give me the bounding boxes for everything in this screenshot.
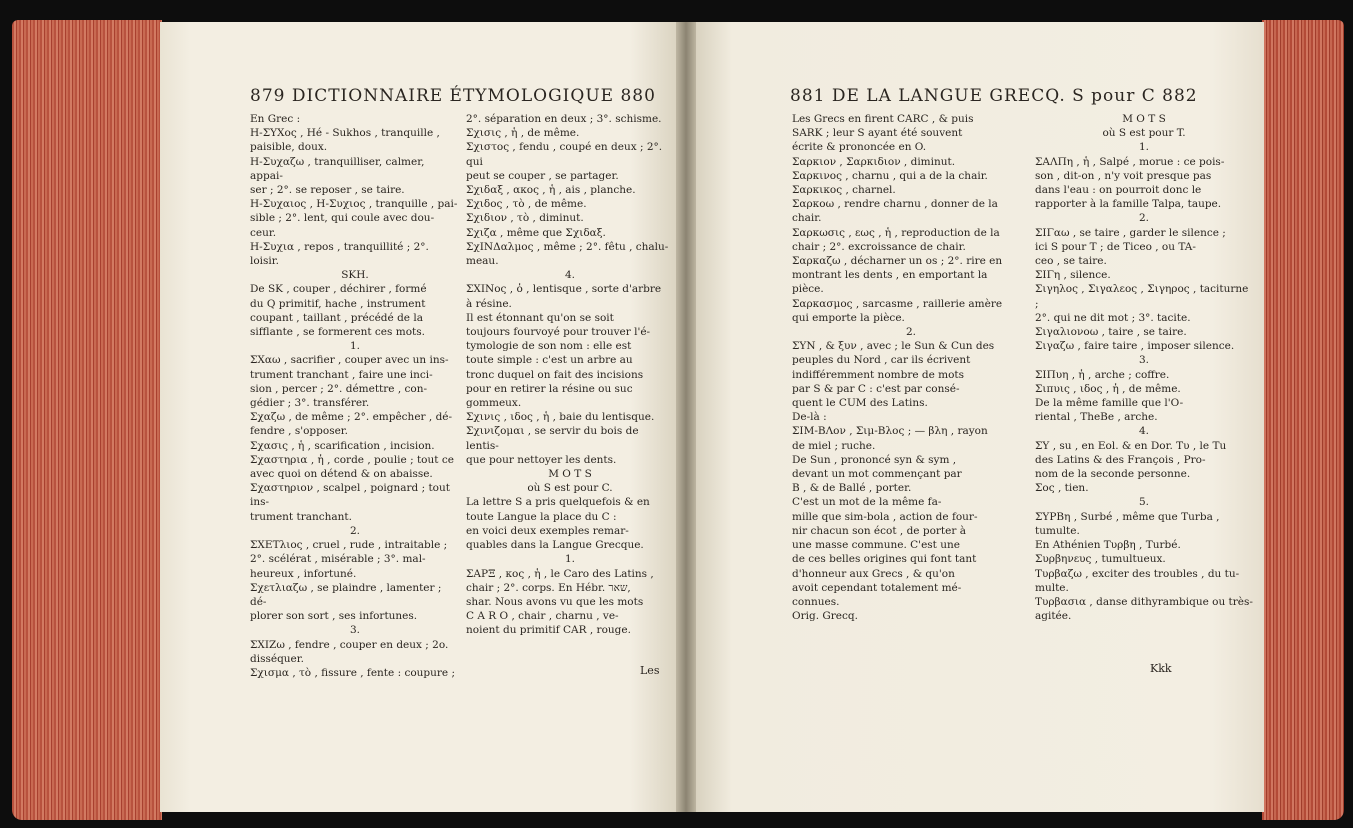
text-line: indifféremment nombre de mots [792, 368, 965, 381]
text-line: montrant les dents , en emportant la [792, 269, 988, 282]
text-line: multe. [1035, 581, 1069, 594]
text-line: tymologie de son nom : elle est [466, 340, 632, 353]
text-line: M O T S [1122, 113, 1166, 125]
text-line: 1. [1138, 141, 1150, 154]
text-line: du Q primitif, hache , instrument [250, 297, 426, 310]
text-line: gédier ; 3°. transférer. [250, 397, 370, 410]
left-catchword: Les [640, 664, 660, 677]
text-line: ΣΥΡΒη , Surbé , même que Turba , [1035, 510, 1220, 523]
text-line: Σχιδιον , τὸ , diminut. [466, 212, 584, 225]
text-line: qui emporte la pièce. [792, 311, 905, 324]
text-line: écrite & prononcée en O. [792, 141, 927, 154]
text-line: ΣΙΜ-ΒΛον , Σιμ-Βλος ; — βλη , rayon [792, 425, 988, 438]
right-page-header: 881 DE LA LANGUE GRECQ. S pour C 882 [790, 86, 1198, 106]
text-line: shar. Nous avons vu que les mots [466, 595, 644, 608]
text-line: où S est pour T. [1102, 127, 1186, 140]
text-line: ΣΥΝ , & ξυν , avec ; le Sun & Cun des [792, 340, 995, 353]
text-line: Σχινις , ιδος , ἡ , baie du lentisque. [466, 411, 655, 424]
text-line: ceur. [250, 226, 277, 239]
text-line: En Grec : [250, 113, 301, 125]
text-line: ΣΧαω , sacrifier , couper avec un ins- [250, 354, 449, 367]
text-line: sion , percer ; 2°. démettre , con- [250, 382, 428, 395]
text-line: de miel ; ruche. [792, 439, 876, 452]
left-column-1 [250, 112, 460, 680]
text-line: Σχιζα , même que Σχιδαξ. [466, 226, 606, 239]
left-column-2 [466, 112, 674, 638]
text-line: Σχιδος , τὸ , de même. [466, 198, 587, 211]
text-line: C A R O , chair , charnu , ve- [466, 610, 619, 623]
text-line: nom de la seconde personne. [1035, 468, 1191, 481]
text-line: C'est un mot de la même fa- [792, 496, 942, 509]
text-line: Σχισις , ἡ , de même. [466, 127, 580, 140]
text-line: Σιγηλος , Σιγαλεος , Σιγηρος , taciturne ; [1035, 283, 1249, 310]
text-line: paisible, doux. [250, 141, 328, 154]
text-line: sible ; 2°. lent, qui coule avec dou- [250, 212, 435, 225]
text-line: Les Grecs en firent CARC , & puis [792, 113, 974, 125]
text-line: 1. [564, 553, 576, 566]
text-line: 2. [905, 326, 917, 339]
text-line: de ces belles origines qui font tant [792, 553, 977, 566]
text-line: Σχιδαξ , ακος , ἡ , ais , planche. [466, 184, 636, 197]
text-line: son , dit-on , n'y voit presque pas [1035, 169, 1212, 182]
text-line: H-Συχια , repos , tranquillité ; 2°. loisir. [250, 240, 429, 268]
text-line: Σχαστηριον , scalpel , poignard ; tout ins- [250, 482, 450, 509]
text-line: gommeux. [466, 397, 522, 410]
text-line: heureux , infortuné. [250, 567, 357, 580]
text-line: Σαρκικος , charnel. [792, 184, 896, 197]
text-line: H-ΣΥΧος , Hé - Sukhos , tranquille , [250, 127, 440, 140]
text-line: H-Συχαζω , tranquilliser, calmer, appai- [250, 155, 425, 182]
text-line: disséquer. [250, 652, 304, 665]
text-line: ΣΧΙΖω , fendre , couper en deux ; 2o. [250, 638, 449, 651]
right-column-1 [792, 112, 1030, 623]
text-line: De-là : [792, 411, 827, 424]
text-line: M O T S [548, 468, 592, 481]
text-line: des Latins & des François , Pro- [1035, 453, 1206, 466]
right-column-2 [1035, 112, 1253, 623]
text-line: SKH. [341, 269, 369, 282]
text-line: pour en retirer la résine ou suc [466, 382, 633, 395]
text-line: La lettre S a pris quelquefois & en [466, 496, 650, 509]
text-line: en voici deux exemples remar- [466, 524, 629, 537]
text-line: 3. [1138, 354, 1150, 367]
text-line: 2. [349, 524, 361, 537]
text-line: Σιγαζω , faire taire , imposer silence. [1035, 340, 1235, 353]
text-line: De la même famille que l'O- [1035, 397, 1184, 410]
text-line: Σχασις , ἡ , scarification , incision. [250, 439, 435, 452]
text-line: Σιπυις , ιδος , ἡ , de même. [1035, 382, 1181, 395]
page-edges-right [1262, 20, 1344, 820]
text-line: ici S pour T ; de Ticeo , ou TA- [1035, 240, 1196, 253]
text-line: agitée. [1035, 610, 1072, 623]
text-line: toute simple : c'est un arbre au [466, 354, 633, 367]
text-line: Σχινιζομαι , se servir du bois de lentis- [466, 425, 639, 452]
page-edges-left [12, 20, 162, 820]
text-line: Σχετλιαζω , se plaindre , lamenter ; dé- [250, 581, 442, 608]
text-line: Συρβηνευς , tumultueux. [1035, 553, 1166, 566]
text-line: Σχαστηρια , ἡ , corde , poulie ; tout ce [250, 453, 454, 466]
text-line: que pour nettoyer les dents. [466, 453, 617, 466]
text-line: noient du primitif CAR , rouge. [466, 624, 631, 637]
text-line: Σχιστος , fendu , coupé en deux ; 2°. qui [466, 141, 663, 168]
text-line: trument tranchant , faire une inci- [250, 368, 433, 381]
text-line: Σχαζω , de même ; 2°. empêcher , dé- [250, 411, 453, 424]
text-line: chair. [792, 212, 822, 225]
text-line: De SK , couper , déchirer , formé [250, 283, 427, 296]
text-line: rapporter à la famille Talpa, taupe. [1035, 198, 1222, 211]
text-line: Σος , tien. [1035, 482, 1089, 495]
text-line: nir chacun son écot , de porter à [792, 524, 966, 537]
text-line: mille que sim-bola , action de four- [792, 510, 978, 523]
text-line: De Sun , prononcé syn & sym , [792, 453, 957, 466]
book-gutter [676, 22, 696, 812]
text-line: ΣΙΠυη , ἡ , arche ; coffre. [1035, 368, 1170, 381]
text-line: Σαρκινος , charnu , qui a de la chair. [792, 169, 988, 182]
text-line: ΣΑΡΞ , κος , ἡ , le Caro des Latins , [466, 567, 654, 580]
text-line: ΣχΙΝΔαλμος , même ; 2°. fêtu , chalu- [466, 240, 669, 253]
text-line: En Athénien Τυρβη , Turbé. [1035, 539, 1181, 552]
text-line: peuples du Nord , car ils écrivent [792, 354, 971, 367]
text-line: connues. [792, 595, 840, 608]
text-line: SARK ; leur S ayant été souvent [792, 127, 963, 140]
text-line: avec quoi on détend & on abaisse. [250, 468, 433, 481]
text-line: peut se couper , se partager. [466, 169, 619, 182]
text-line: ΣΙΓαω , se taire , garder le silence ; [1035, 226, 1226, 239]
text-line: Orig. Grecq. [792, 610, 858, 623]
text-line: 2°. séparation en deux ; 3°. schisme. [466, 113, 662, 125]
text-line: pièce. [792, 283, 824, 296]
text-line: dans l'eau : on pourroit donc le [1035, 184, 1202, 197]
text-line: Il est étonnant qu'on se soit [466, 311, 614, 324]
text-line: 3. [349, 624, 361, 637]
text-line: trument tranchant. [250, 510, 352, 523]
text-line: sifflante , se formerent ces mots. [250, 326, 425, 339]
text-line: par S & par C : c'est par consé- [792, 382, 960, 395]
text-line: Τυρβασια , danse dithyrambique ou très- [1035, 595, 1253, 608]
text-line: tronc duquel on fait des incisions [466, 368, 644, 381]
text-line: chair ; 2°. excroissance de chair. [792, 240, 966, 253]
text-line: 2. [1138, 212, 1150, 225]
text-line: Σχισμα , τὸ , fissure , fente : coupure ; [250, 666, 455, 679]
text-line: fendre , s'opposer. [250, 425, 348, 438]
text-line: tumulte. [1035, 524, 1080, 537]
text-line: 4. [1138, 425, 1150, 438]
text-line: quables dans la Langue Grecque. [466, 539, 644, 552]
text-line: avoit cependant totalement mé- [792, 581, 962, 594]
text-line: ΣΑΛΠη , ἡ , Salpé , morue : ce pois- [1035, 155, 1225, 168]
right-catchword: Kkk [1150, 662, 1172, 675]
text-line: ser ; 2°. se reposer , se taire. [250, 184, 405, 197]
text-line: chair ; 2°. corps. En Hébr. שאר, [466, 581, 631, 594]
text-line: B , & de Ballé , porter. [792, 482, 912, 495]
text-line: une masse commune. C'est une [792, 539, 960, 552]
text-line: 1. [349, 340, 361, 353]
text-line: ΣΧΕΤλιος , cruel , rude , intraitable ; [250, 539, 448, 552]
text-line: ΣΙΓη , silence. [1035, 269, 1111, 282]
text-line: Σιγαλιονοω , taire , se taire. [1035, 326, 1187, 339]
text-line: 5. [1138, 496, 1150, 509]
text-line: d'honneur aux Grecs , & qu'on [792, 567, 955, 580]
text-line: à résine. [466, 297, 512, 310]
text-line: 2°. scélérat , misérable ; 3°. mal- [250, 553, 426, 566]
text-line: où S est pour C. [527, 482, 613, 495]
left-page-header: 879 DICTIONNAIRE ÉTYMOLOGIQUE 880 [250, 86, 656, 106]
text-line: toujours fourvoyé pour trouver l'é- [466, 326, 651, 339]
text-line: ΣΧΙΝος , ὁ , lentisque , sorte d'arbre [466, 283, 662, 296]
text-line: riental , TheBe , arche. [1035, 411, 1158, 424]
text-line: Σαρκασμος , sarcasme , raillerie amère [792, 297, 1003, 310]
text-line: 4. [564, 269, 576, 282]
text-line: quent le CUM des Latins. [792, 397, 928, 410]
text-line: coupant , taillant , précédé de la [250, 311, 423, 324]
text-line: 2°. qui ne dit mot ; 3°. tacite. [1035, 311, 1191, 324]
text-line: meau. [466, 255, 499, 268]
text-line: toute Langue la place du C : [466, 510, 617, 523]
text-line: Τυρβαζω , exciter des troubles , du tu- [1035, 567, 1240, 580]
text-line: H-Συχαιος , H-Συχιος , tranquille , pai- [250, 198, 458, 211]
text-line: plorer son sort , ses infortunes. [250, 610, 418, 623]
text-line: ceo , se taire. [1035, 255, 1107, 268]
text-line: Σαρκοω , rendre charnu , donner de la [792, 198, 998, 211]
text-line: Σαρκιον , Σαρκιδιον , diminut. [792, 155, 956, 168]
text-line: Σαρκωσις , εως , ἡ , reproduction de la [792, 226, 1000, 239]
text-line: devant un mot commençant par [792, 468, 962, 481]
text-line: ΣΥ , su , en Eol. & en Dor. Τυ , le Tu [1035, 439, 1227, 452]
text-line: Σαρκαζω , décharner un os ; 2°. rire en [792, 255, 1003, 268]
